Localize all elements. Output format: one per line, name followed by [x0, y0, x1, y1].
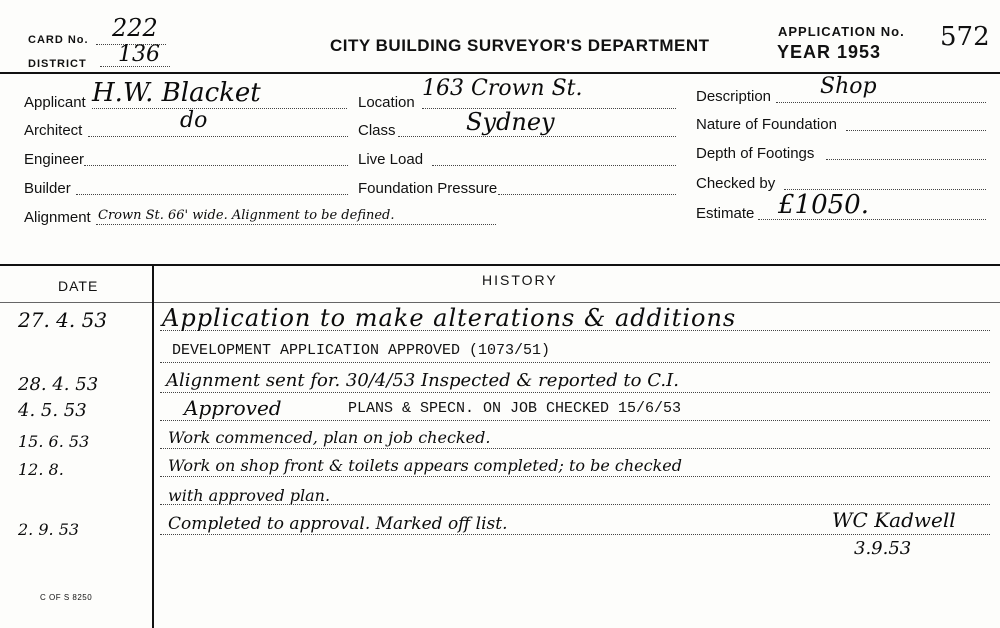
estimate-label: Estimate: [696, 205, 755, 222]
history-row-5-entry: Work commenced, plan on job checked.: [168, 428, 491, 447]
history-row-7-entry: with approved plan.: [168, 486, 331, 505]
alignment-value: Crown St. 66' wide. Alignment to be defined.: [98, 208, 395, 223]
history-row-3-entry: Alignment sent for. 30/4/53 Inspected & reported to C.I.: [166, 370, 679, 391]
form-code: C OF S 8250: [40, 593, 93, 602]
history-row-5-date: 15. 6. 53: [18, 432, 90, 451]
history-row-2-typed: DEVELOPMENT APPLICATION APPROVED (1073/51): [172, 342, 551, 359]
signature-date: 3.9.53: [854, 538, 912, 559]
depth-of-footings-label: Depth of Footings: [696, 145, 815, 162]
card-no-label: CARD No.: [28, 34, 89, 46]
year-label: YEAR 1953: [777, 42, 882, 62]
history-row-4-date: 4. 5. 53: [18, 400, 87, 421]
engineer-label: Engineer: [24, 151, 85, 168]
location-label: Location: [358, 94, 415, 111]
applicant-label: Applicant: [24, 94, 86, 111]
class-value: Sydney: [466, 108, 555, 136]
description-value: Shop: [820, 74, 877, 99]
description-label: Description: [696, 88, 772, 105]
foundation-pressure-label: Foundation Pressure: [358, 180, 498, 197]
district-label: DISTRICT: [28, 58, 87, 70]
builder-label: Builder: [24, 180, 71, 197]
history-row-3-date: 28. 4. 53: [18, 374, 99, 395]
history-row-8-entry: Completed to approval. Marked off list.: [168, 514, 508, 534]
signature: WC Kadwell: [832, 508, 956, 532]
application-no-label: APPLICATION No.: [778, 24, 905, 39]
history-row-1-date: 27. 4. 53: [18, 308, 108, 332]
department-title: CITY BUILDING SURVEYOR'S DEPARTMENT: [330, 36, 710, 55]
history-row-4-entry: Approved: [184, 396, 282, 420]
history-row-6-entry: Work on shop front & toilets appears completed; to be checked: [168, 456, 682, 475]
history-column-header: HISTORY: [482, 272, 558, 288]
checked-by-label: Checked by: [696, 175, 776, 192]
nature-of-foundation-label: Nature of Foundation: [696, 116, 837, 133]
architect-value: do: [180, 108, 208, 133]
history-row-6-date: 12. 8.: [18, 460, 64, 479]
live-load-label: Live Load: [358, 151, 424, 168]
card-no-value: 222: [112, 14, 158, 42]
location-value: 163 Crown St.: [422, 76, 583, 101]
estimate-value: £1050.: [778, 190, 869, 220]
date-column-header: DATE: [58, 278, 99, 294]
alignment-label: Alignment: [24, 209, 91, 226]
application-number: 572: [940, 22, 990, 52]
applicant-value: H.W. Blacket: [92, 78, 261, 108]
history-row-4-typed: PLANS & SPECN. ON JOB CHECKED 15/6/53: [348, 400, 682, 417]
district-value: 136: [118, 42, 160, 67]
history-row-8-date: 2. 9. 53: [18, 520, 80, 539]
architect-label: Architect: [24, 122, 83, 139]
class-label: Class: [358, 122, 396, 139]
history-row-1-entry: Application to make alterations & additions: [162, 304, 737, 332]
